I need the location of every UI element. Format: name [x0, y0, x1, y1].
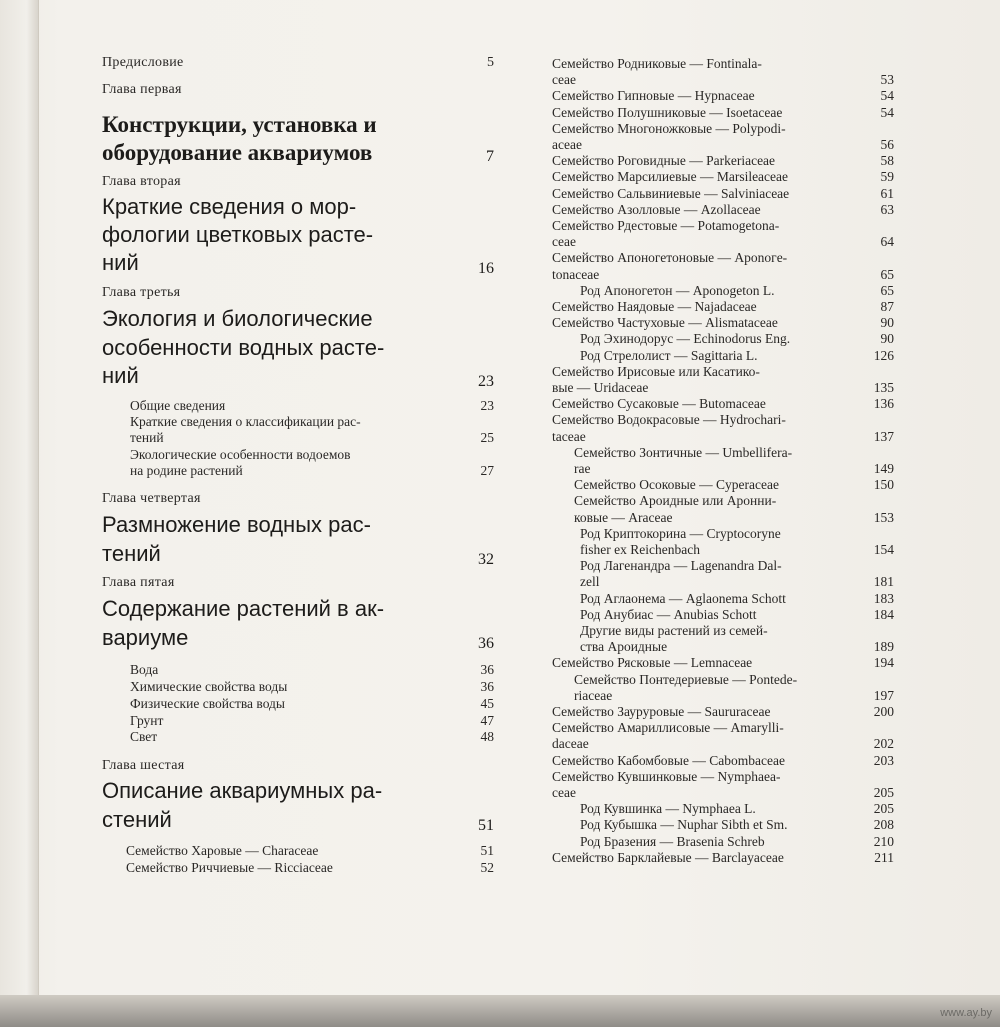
entry-page: 36 — [478, 635, 494, 652]
entry-text: Предисловие — [102, 55, 184, 70]
entry-text: fisher ex Reichenbach — [580, 542, 700, 557]
chapter-title: Описание аквариумных ра- — [102, 778, 383, 803]
entry-text: Род Анубиас — Anubias Schott — [580, 606, 757, 622]
book-page: Предисловие 5 Глава первая Конструкции, установка и оборудование аквариумов 7 Глава вторая Краткие сведения о мор- фологии цветковых расте- ний 16 Глава третья Экология и биологические особенности водных расте- ний 23 Общие сведения 23 Краткие сведения о классификации рас- тений 25 Экологические особенности водоемов на родине растений 27 Глава четвертая Размножение водных рас- тений 32 Глава пятая Содержание растений в ак- вариуме 36 Вода 36 Химические свойства воды 36 Физические свойства воды 45 Грунт 47 Свет 48 Глава шестая Описание аквариумных ра- стений 51 Семейство Харовые — Characeae 51 Семейство Риччиевые — Ricciaceae 52 Семейство Родниковые — Fontinala- ceae 53 Семейство Гипновые — Hypnaceae 54 Семейство Полушниковые — Isoetaceae 54 Семейство Многоножковые — Polypodi- aceae 56 Семейство Роговидные — Parkeriaceae 58 Семейство Марсилиевые — Marsileaceae 59 Семейство Сальвиниевые — Salviniaceae 61 Семейство Азолловые — Azollaceae 63 Семейство Рдестовые — Potamogetona- ceae 64 Семейство Апоногетоновые — Aponoгe- tonaceae 65 Род Апоногетон — Aponogeton L. 65 Семейство Наядовые — Najadaceae 87 Семейство Частуховые — Alismataceae 90 Род Эхинодорус — Echinodorus Eng. 90 Род Стрелолист — Sagittaria L. 126 Семейство Ирисовые или Касатико- вые — Uridaceae 135 Семейство Сусаковые — Butomaceae 136 Семейство Водокрасовые — Hydrochari- taceae 137 Семейство Зонтичные — Umbellifera- rae 149 Семейство Осоковые — Cyperaceae 150 Семейство Ароидные или Аронни- ковые — Araceae 153 Род Криптокорина — Cryptocoryne fisher ex Reichenbach 154 Род Лагенандра — Lagenandra Dal- zell 181 Род Аглаонема — Aglaonema Schott 183 Род Анубиас — Anubias Schott 184 Другие виды растений из семей- ства Ароидные 189 Семейство Рясковые — Lemnaceae 194 Семейство Понтедериевые — Pontede- riaceae 197 Семейство Зауруровые — Saururaceae 200 Семейство Амариллисовые — Amarylli- daceae 202 Семейство Кабомбовые — Cabombaceae 203 Семейство Кувшинковые — Nymphaea- ceae 205 Род Кувшинка — Nymphaea L. 205 Род Кубышка — Nuphar Sibth et Sm. 208 Род Бразения — Brasenia Schreb 210 Семейство Барклайевые — Barclayaceae 211 www.ay.by — [0, 0, 1000, 1027]
entry-text: Семейство Родниковые — Fontinala- — [552, 56, 762, 71]
entry-text: riaceae — [574, 687, 613, 703]
entry-page: 65 — [880, 266, 894, 282]
entry-page: 136 — [873, 396, 894, 412]
entry-page: 87 — [880, 299, 894, 314]
entry-text: Другие виды растений из семей- — [580, 623, 768, 638]
entry-page: 27 — [480, 463, 494, 478]
entry-text: rae — [574, 461, 591, 476]
entry-page: 205 — [873, 801, 894, 817]
entry-text: Семейство Многоножковые — Polypodi- — [552, 120, 786, 136]
entry-page: 5 — [487, 55, 494, 70]
entry-page: 36 — [480, 679, 494, 694]
entry-text: Род Стрелолист — Sagittaria L. — [580, 347, 758, 363]
chapter-title: тений 32 — [102, 541, 502, 569]
entry-text: Семейство Понтедериевые — Pontede- — [574, 671, 798, 687]
entry-page: 47 — [480, 713, 494, 728]
entry-page: 51 — [480, 843, 494, 858]
entry-text: Семейство Сусаковые — Butomaceae — [552, 396, 766, 412]
entry-page: 184 — [873, 606, 894, 622]
entry-page: 16 — [478, 260, 494, 277]
book-spine — [0, 0, 39, 1000]
entry-text: Род Криптокорина — Cryptocoryne — [580, 525, 781, 541]
entry-text: Семейство Зонтичные — Umbellifera- — [574, 444, 793, 460]
entry-page: 183 — [873, 590, 894, 606]
entry-text: Семейство Кувшинковые — Nymphaea- — [552, 768, 781, 784]
entry-text: Род Лагенандра — Lagenandra Dal- — [580, 558, 782, 574]
chapter-title: Размножение водных рас- — [102, 512, 371, 537]
chapter-title: фологии цветковых расте- — [102, 222, 374, 247]
entry-page: 197 — [873, 687, 894, 703]
entry-page: 189 — [873, 639, 894, 655]
entry-text: ковые — Araceae — [574, 509, 673, 525]
entry-text: Семейство Апоногетоновые — Aponoгe- — [552, 250, 788, 266]
entry-page: 137 — [873, 428, 894, 444]
entry-page: 208 — [873, 817, 894, 833]
entry-page: 135 — [873, 380, 894, 395]
entry-page: 64 — [880, 234, 894, 250]
entry-page: 25 — [480, 430, 494, 445]
entry-page: 90 — [880, 315, 894, 331]
entry-page: 181 — [873, 574, 894, 590]
chapter-title: стений 51 — [102, 807, 502, 835]
entry-text: Семейство Зауруровые — Saururaceae — [552, 704, 771, 719]
entry-page: 210 — [873, 833, 894, 849]
chapter-title: Краткие сведения о мор- — [102, 194, 357, 219]
entry-text: taceae — [552, 428, 586, 444]
entry-page: 45 — [480, 696, 494, 711]
entry-text: ceae — [552, 72, 576, 88]
entry-text: Род Кувшинка — Nymphaea L. — [580, 801, 756, 817]
entry-page: 52 — [480, 860, 494, 875]
chapter-title: особенности водных расте- — [102, 335, 385, 360]
chapter-title: ний 16 — [102, 250, 502, 278]
entry-page: 63 — [880, 201, 894, 217]
entry-page: 32 — [478, 551, 494, 568]
entry-page: 36 — [480, 662, 494, 677]
entry-text: Семейство Амариллисовые — Amarylli- — [552, 720, 784, 736]
chapter-title: вариуме 36 — [102, 625, 502, 653]
entry-text: Семейство Марсилиевые — Marsileaceae — [552, 169, 789, 185]
entry-text: daceae — [552, 736, 589, 752]
entry-text: Семейство Сальвиниевые — Salviniaceae — [552, 185, 790, 201]
entry-page: 205 — [873, 785, 894, 800]
entry-page: 126 — [873, 347, 894, 363]
entry-page: 90 — [880, 331, 894, 347]
entry-text: aceae — [552, 137, 582, 152]
entry-text: Семейство Осоковые — Cyperaceae — [574, 477, 779, 493]
entry-page: 61 — [880, 185, 894, 201]
entry-text: ceae — [552, 234, 576, 250]
entry-text: Род Бразения — Brasenia Schreb — [580, 833, 765, 849]
entry-text: Семейство Рясковые — Lemnaceae — [552, 655, 753, 671]
entry-text: Семейство Ирисовые или Касатико- — [552, 363, 760, 379]
entry-page: 154 — [873, 542, 894, 557]
entry-page: 51 — [478, 817, 494, 834]
entry-page: 211 — [874, 849, 894, 865]
entry-text: Род Эхинодорус — Echinodorus Eng. — [580, 331, 791, 347]
entry-page: 53 — [880, 72, 894, 88]
entry-text: tonaceae — [552, 266, 600, 282]
entry-page: 194 — [873, 655, 894, 671]
entry-page: 149 — [873, 461, 894, 476]
entry-text: Род Апоногетон — Aponogeton L. — [580, 282, 775, 298]
entry-text: Семейство Роговидные — Parkeriaceae — [552, 153, 776, 169]
entry-page: 200 — [873, 704, 894, 719]
entry-page: 59 — [880, 169, 894, 185]
page-bottom-edge — [0, 995, 1000, 1027]
entry-page: 48 — [480, 729, 494, 744]
entry-text: Семейство Полушниковые — Isoetaceae — [552, 104, 783, 120]
chapter-title: оборудование аквариумов 7 — [102, 140, 502, 168]
entry-page: 65 — [880, 282, 894, 298]
chapter-title: ний 23 — [102, 363, 502, 391]
entry-text: Семейство Гипновые — Hypnaceae — [552, 88, 755, 104]
entry-page: 7 — [486, 148, 494, 165]
entry-text: Род Кубышка — Nuphar Sibth et Sm. — [580, 817, 788, 833]
entry-text: Семейство Частуховые — Alismataceae — [552, 315, 778, 331]
entry-page: 203 — [873, 752, 894, 768]
chapter-title: Содержание растений в ак- — [102, 596, 385, 621]
entry-text: Семейство Барклайевые — Barclayaceae — [552, 849, 784, 865]
entry-page: 54 — [880, 104, 894, 120]
entry-page: 23 — [480, 398, 494, 413]
entry-page: 54 — [880, 88, 894, 104]
entry-text: Семейство Азолловые — Azollaceae — [552, 201, 761, 217]
chapter-title: Конструкции, установка и — [102, 112, 377, 137]
chapter-title: Экология и биологические — [102, 306, 373, 331]
entry-page: 23 — [478, 373, 494, 390]
entry-page: 153 — [873, 509, 894, 525]
entry-text: zell — [580, 574, 600, 590]
entry-page: 58 — [880, 153, 894, 169]
entry-text: Семейство Водокрасовые — Hydrochari- — [552, 412, 786, 428]
entry-text: вые — Uridaceae — [552, 380, 649, 395]
entry-text: ceae — [552, 785, 576, 800]
watermark: www.ay.by — [940, 1007, 992, 1019]
entry-text: Семейство Ароидные или Аронни- — [574, 493, 777, 509]
entry-text: ства Ароидные — [580, 639, 668, 655]
entry-text: Семейство Наядовые — Najadaceae — [552, 299, 757, 314]
entry-page: 150 — [873, 477, 894, 493]
entry-page: 202 — [873, 736, 894, 752]
entry-text: Род Аглаонема — Aglaonema Schott — [580, 590, 786, 606]
entry-text: Семейство Рдестовые — Potamogetona- — [552, 218, 780, 233]
entry-text: Семейство Кабомбовые — Cabombaceae — [552, 752, 785, 768]
entry-page: 56 — [880, 137, 894, 152]
